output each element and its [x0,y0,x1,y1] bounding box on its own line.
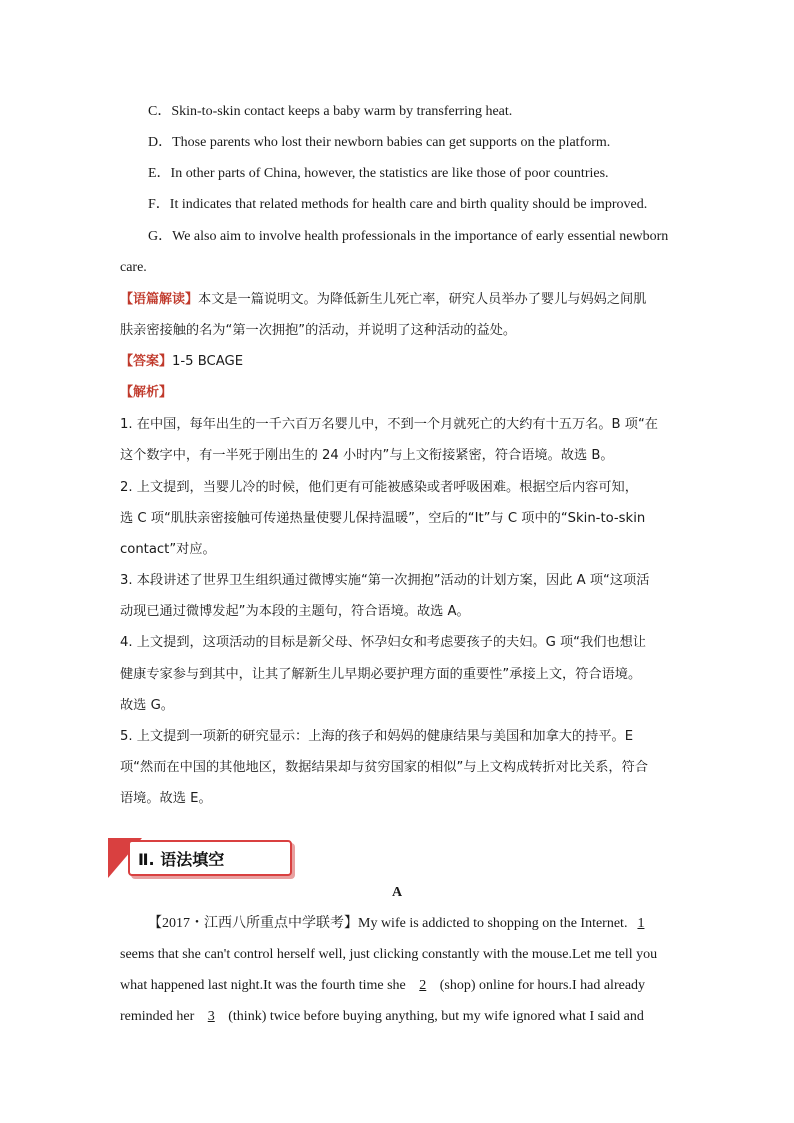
explanation-line: 5. 上文提到一项新的研究显示：上海的孩子和妈妈的健康结果与美国和加拿大的持平。E [120,729,634,744]
explanation-line: 语境。故选 E。 [120,791,212,806]
option-c: C．Skin-to-skin contact keeps a baby warm by transferring heat. [148,104,513,119]
explanation-line: 4. 上文提到，这项活动的目标是新父母、怀孕妇女和考虑要孩子的夫妇。G 项“我们也想让 [120,635,646,650]
explanation-line: 这个数字中，有一半死于刚出生的 24 小时内”与上文衔接紧密，符合语境。故选 B。 [120,448,614,463]
explanation-tag: 【解析】 [120,385,173,400]
analysis-line-1 [120,290,676,310]
section-subtitle: A [391,885,403,900]
blank-2: 2 [419,978,427,993]
explanation-line: 2. 上文提到，当婴儿冷的时候，他们更有可能被感染或者呼吸困难。根据空后内容可知， [120,480,638,495]
explanation-line: 健康专家参与到其中，让其了解新生儿早期必要护理方面的重要性”承接上文，符合语境。 [120,667,642,682]
option-e: E．In other parts of China, however, the statistics are like those of poor countries. [148,166,609,181]
analysis-line-2: 肤亲密接触的名为“第一次拥抱”的活动，并说明了这种活动的益处。 [120,323,517,338]
passage-line-1 [148,914,676,934]
explanation-line: 3. 本段讲述了世界卫生组织通过微博实施“第一次拥抱”活动的计划方案，因此 A 项“这项活 [120,573,650,588]
passage-text: (shop) online for hours.I had already [439,978,646,993]
passage-text: reminded her [120,1009,195,1024]
answer-value: 1-5 BCAGE [172,354,244,369]
answer-tag: 【答案】 [120,354,173,369]
blank-1: 1 [637,916,645,931]
passage-text: what happened last night.It was the fourth time she [120,978,406,993]
blank-3: 3 [207,1009,215,1024]
section-banner [108,838,294,878]
explanation-heading [120,383,676,403]
option-d: D．Those parents who lost their newborn babies can get supports on the platform. [148,135,611,150]
explanation-line: contact”对应。 [120,542,216,557]
explanation-line: 故选 G。 [120,698,174,713]
passage-text: (think) twice before buying anything, but my wife ignored what I said and [228,1009,644,1024]
analysis-tag: 【语篇解读】 [120,292,199,307]
passage-line-4 [120,1007,676,1027]
passage-line-3 [120,976,676,996]
passage-line-2: seems that she can't control herself well, just clicking constantly with the mouse.Let me tell you [120,947,658,962]
explanation-line: 选 C 项“肌肤亲密接触可传递热量使婴儿保持温暖”，空后的“It”与 C 项中的“Skin-to-skin [120,511,646,526]
explanation-line: 1. 在中国，每年出生的一千六百万名婴儿中，不到一个月就死亡的大约有十五万名。B 项“在 [120,417,658,432]
passage-text: 【2017・江西八所重点中学联考】My wife is addicted to shopping on the Internet. [148,916,628,931]
answer-line [120,352,676,372]
explanation-line: 项“然而在中国的其他地区，数据结果却与贫穷国家的相似”与上文构成转折对比关系，符合 [120,760,648,775]
option-f: F．It indicates that related methods for health care and birth quality should be improved. [148,197,648,212]
section-title: Ⅱ. 语法填空 [138,850,225,869]
explanation-line: 动现已通过微博发起”为本段的主题句，符合语境。故选 A。 [120,604,470,619]
option-g-continued: care. [120,260,147,275]
analysis-text-1: 本文是一篇说明文。为降低新生儿死亡率，研究人员举办了婴儿与妈妈之间肌 [198,292,647,307]
option-g: G．We also aim to involve health professionals in the importance of early essential newborn [148,229,669,244]
